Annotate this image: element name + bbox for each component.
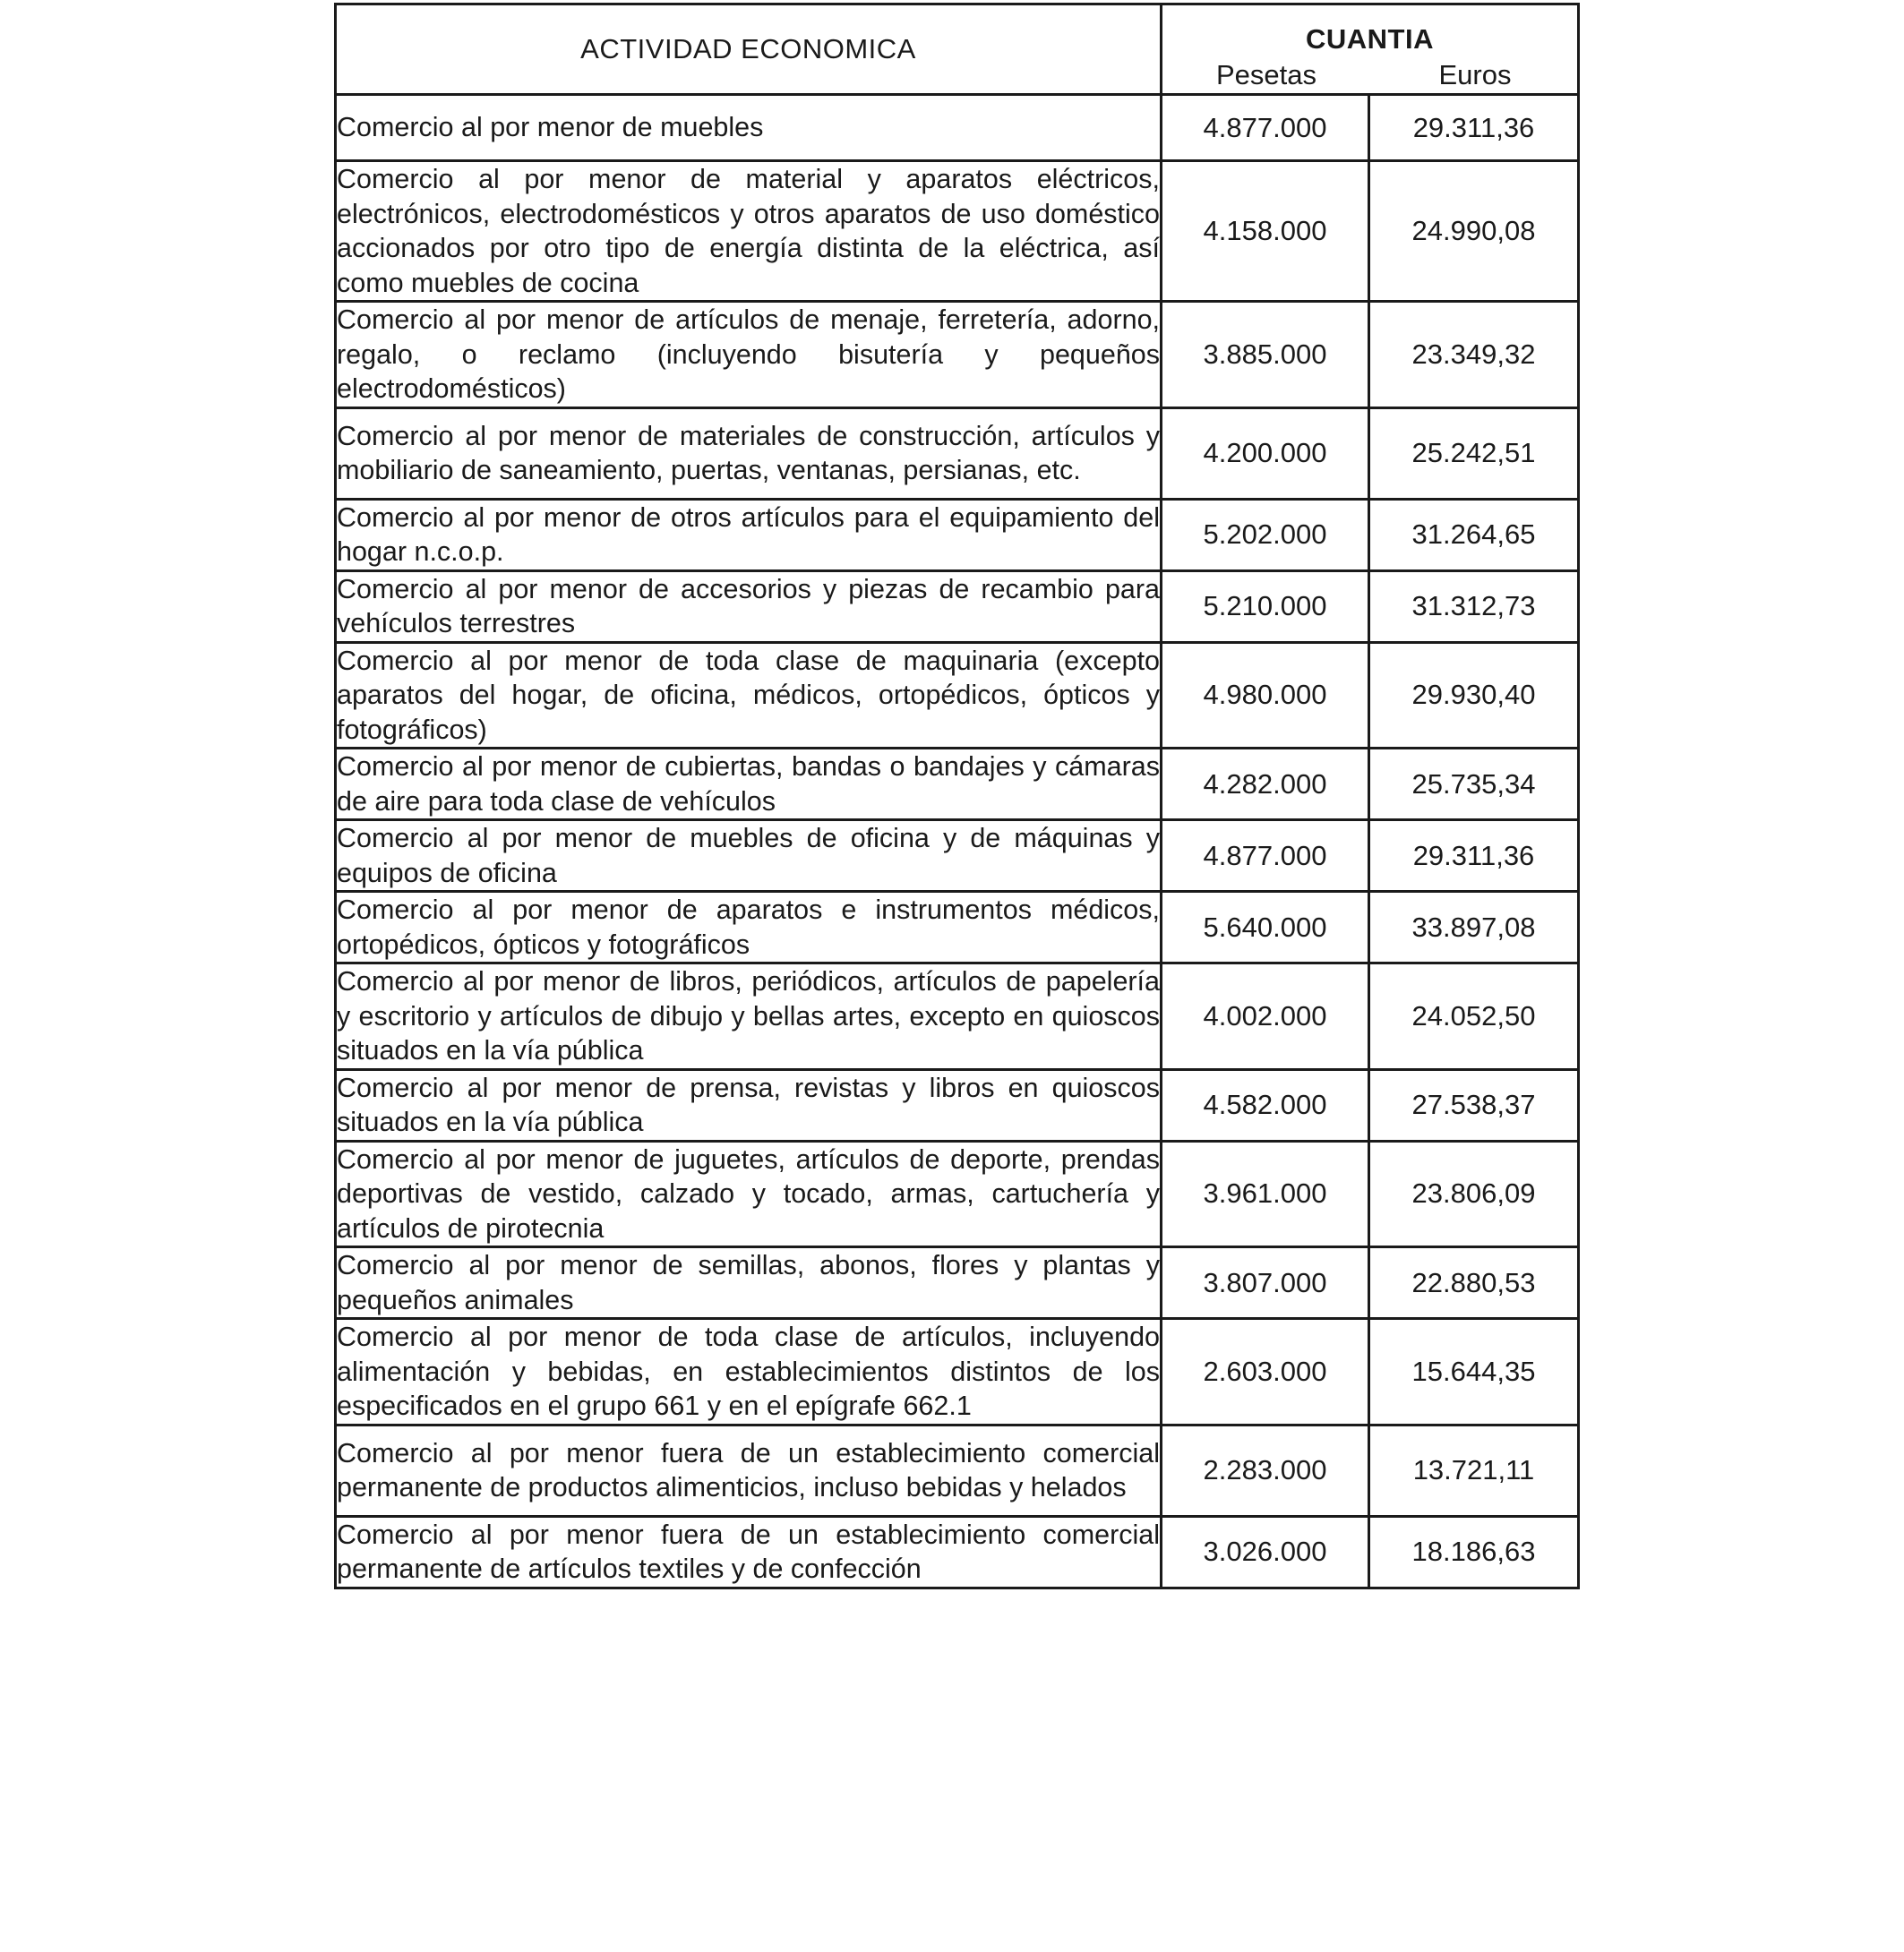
table-row bbox=[336, 161, 1579, 302]
euros-cell: 24.052,50 bbox=[1369, 963, 1579, 1070]
header-currency-labels bbox=[1162, 59, 1577, 91]
table-row bbox=[336, 820, 1579, 892]
pesetas-cell: 4.200.000 bbox=[1162, 407, 1369, 499]
activity-cell: Comercio al por menor de toda clase de maquinaria (excepto aparatos del hogar, de oficina, médicos, ortopédicos, ópticos y fotográficos) bbox=[336, 642, 1162, 749]
table-row bbox=[336, 1319, 1579, 1425]
pesetas-cell: 3.961.000 bbox=[1162, 1141, 1369, 1247]
pesetas-cell: 4.980.000 bbox=[1162, 642, 1369, 749]
activity-cell: Comercio al por menor de muebles bbox=[336, 95, 1162, 161]
table-row bbox=[336, 1425, 1579, 1516]
table-row bbox=[336, 570, 1579, 642]
euros-cell: 29.311,36 bbox=[1369, 95, 1579, 161]
header-amount-group bbox=[1162, 4, 1579, 95]
pesetas-cell: 3.026.000 bbox=[1162, 1516, 1369, 1588]
table-row bbox=[336, 95, 1579, 161]
euros-cell: 31.264,65 bbox=[1369, 499, 1579, 570]
euros-cell: 24.990,08 bbox=[1369, 161, 1579, 302]
pesetas-cell: 5.210.000 bbox=[1162, 570, 1369, 642]
header-amount: CUANTIA bbox=[1306, 23, 1434, 55]
activity-cell: Comercio al por menor fuera de un establecimiento comercial permanente de artículos textiles y de confección bbox=[336, 1516, 1162, 1588]
table-row bbox=[336, 749, 1579, 820]
pesetas-cell: 4.582.000 bbox=[1162, 1069, 1369, 1141]
table-row bbox=[336, 302, 1579, 408]
euros-cell: 25.242,51 bbox=[1369, 407, 1579, 499]
euros-cell: 29.311,36 bbox=[1369, 820, 1579, 892]
euros-cell: 23.349,32 bbox=[1369, 302, 1579, 408]
activity-cell: Comercio al por menor de material y aparatos eléctricos, electrónicos, electrodomésticos y otros aparatos de uso doméstico accionados por otro tipo de energía distinta de la eléctrica, así como muebles de cocina bbox=[336, 161, 1162, 302]
activity-cell: Comercio al por menor de accesorios y piezas de recambio para vehículos terrestres bbox=[336, 570, 1162, 642]
header-activity: ACTIVIDAD ECONOMICA bbox=[336, 4, 1162, 95]
euros-cell: 13.721,11 bbox=[1369, 1425, 1579, 1516]
pesetas-cell: 3.807.000 bbox=[1162, 1247, 1369, 1319]
header-euros: Euros bbox=[1438, 59, 1512, 90]
activity-cell: Comercio al por menor de juguetes, artículos de deporte, prendas deportivas de vestido, calzado y tocado, armas, cartuchería y artículos de pirotecnia bbox=[336, 1141, 1162, 1247]
pesetas-cell: 4.877.000 bbox=[1162, 820, 1369, 892]
pesetas-cell: 4.002.000 bbox=[1162, 963, 1369, 1070]
euros-cell: 29.930,40 bbox=[1369, 642, 1579, 749]
euros-cell: 15.644,35 bbox=[1369, 1319, 1579, 1425]
euros-cell: 27.538,37 bbox=[1369, 1069, 1579, 1141]
euros-cell: 31.312,73 bbox=[1369, 570, 1579, 642]
table-row bbox=[336, 1516, 1579, 1588]
pesetas-cell: 4.877.000 bbox=[1162, 95, 1369, 161]
pesetas-cell: 2.603.000 bbox=[1162, 1319, 1369, 1425]
activity-cell: Comercio al por menor de materiales de construcción, artículos y mobiliario de saneamiento, puertas, ventanas, persianas, etc. bbox=[336, 407, 1162, 499]
header-row bbox=[336, 4, 1579, 95]
activity-cell: Comercio al por menor de libros, periódicos, artículos de papelería y escritorio y artículos de dibujo y bellas artes, excepto en quioscos situados en la vía pública bbox=[336, 963, 1162, 1070]
table-row bbox=[336, 1069, 1579, 1141]
table-row bbox=[336, 499, 1579, 570]
activity-cell: Comercio al por menor de cubiertas, bandas o bandajes y cámaras de aire para toda clase de vehículos bbox=[336, 749, 1162, 820]
euros-cell: 33.897,08 bbox=[1369, 892, 1579, 963]
activity-cell: Comercio al por menor de muebles de oficina y de máquinas y equipos de oficina bbox=[336, 820, 1162, 892]
table-row bbox=[336, 963, 1579, 1070]
pesetas-cell: 5.640.000 bbox=[1162, 892, 1369, 963]
activity-cell: Comercio al por menor de prensa, revistas y libros en quioscos situados en la vía pública bbox=[336, 1069, 1162, 1141]
table-row bbox=[336, 407, 1579, 499]
euros-cell: 22.880,53 bbox=[1369, 1247, 1579, 1319]
header-pesetas: Pesetas bbox=[1215, 59, 1317, 90]
euros-cell: 18.186,63 bbox=[1369, 1516, 1579, 1588]
activity-cell: Comercio al por menor de semillas, abonos, flores y plantas y pequeños animales bbox=[336, 1247, 1162, 1319]
pesetas-cell: 4.282.000 bbox=[1162, 749, 1369, 820]
activity-cell: Comercio al por menor de aparatos e instrumentos médicos, ortopédicos, ópticos y fotográficos bbox=[336, 892, 1162, 963]
activity-amount-table bbox=[334, 3, 1580, 1589]
pesetas-cell: 3.885.000 bbox=[1162, 302, 1369, 408]
pesetas-cell: 2.283.000 bbox=[1162, 1425, 1369, 1516]
activity-cell: Comercio al por menor fuera de un establecimiento comercial permanente de productos alimenticios, incluso bebidas y helados bbox=[336, 1425, 1162, 1516]
activity-cell: Comercio al por menor de otros artículos para el equipamiento del hogar n.c.o.p. bbox=[336, 499, 1162, 570]
euros-cell: 23.806,09 bbox=[1369, 1141, 1579, 1247]
euros-cell: 25.735,34 bbox=[1369, 749, 1579, 820]
table-row bbox=[336, 892, 1579, 963]
table-row bbox=[336, 642, 1579, 749]
table-body bbox=[336, 95, 1579, 1588]
pesetas-cell: 5.202.000 bbox=[1162, 499, 1369, 570]
table-row bbox=[336, 1141, 1579, 1247]
activity-cell: Comercio al por menor de toda clase de artículos, incluyendo alimentación y bebidas, en establecimientos distintos de los especificados en el grupo 661 y en el epígrafe 662.1 bbox=[336, 1319, 1162, 1425]
activity-cell: Comercio al por menor de artículos de menaje, ferretería, adorno, regalo, o reclamo (incluyendo bisutería y pequeños electrodomésticos) bbox=[336, 302, 1162, 408]
table-row bbox=[336, 1247, 1579, 1319]
pesetas-cell: 4.158.000 bbox=[1162, 161, 1369, 302]
